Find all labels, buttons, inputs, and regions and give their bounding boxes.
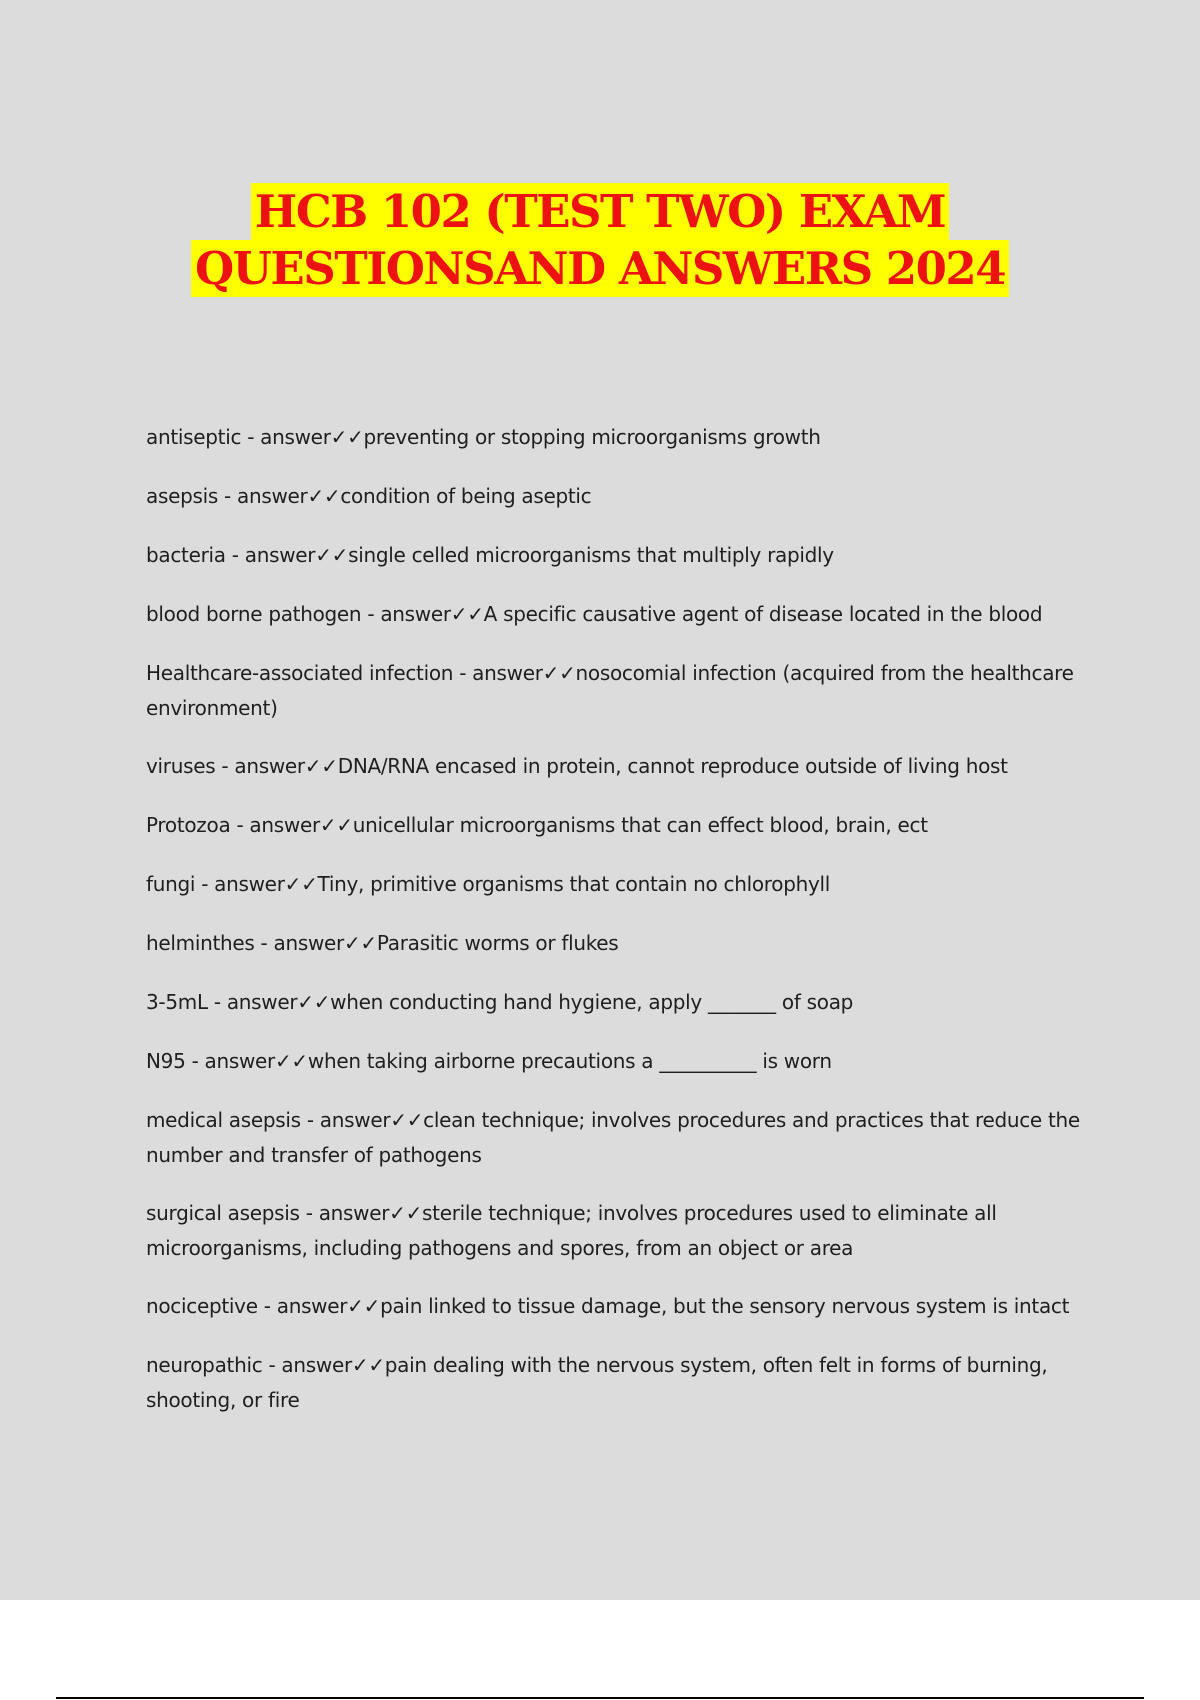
title-line-1: HCB 102 (TEST TWO) EXAM <box>251 183 949 240</box>
page-gap <box>0 1600 1200 1700</box>
qa-entry: helminthes - answer✓✓Parasitic worms or flukes <box>146 931 619 955</box>
qa-entry: blood borne pathogen - answer✓✓A specific causative agent of disease located in the blood <box>146 602 1043 626</box>
qa-entry: neuropathic - answer✓✓pain dealing with the nervous system, often felt in forms of burning, shooting, or fire <box>146 1353 1048 1412</box>
page-divider <box>56 1697 1144 1699</box>
qa-entry: surgical asepsis - answer✓✓sterile technique; involves procedures used to eliminate all microorganisms, including pathogens and spores, from an object or area <box>146 1201 997 1260</box>
qa-entry: medical asepsis - answer✓✓clean technique; involves procedures and practices that reduce the number and transfer of pathogens <box>146 1108 1080 1167</box>
qa-entry: bacteria - answer✓✓single celled microorganisms that multiply rapidly <box>146 543 834 567</box>
qa-entry: fungi - answer✓✓Tiny, primitive organisms that contain no chlorophyll <box>146 872 831 896</box>
qa-entry: nociceptive - answer✓✓pain linked to tissue damage, but the sensory nervous system is intact <box>146 1294 1070 1318</box>
qa-list <box>146 420 1096 1441</box>
qa-entry: Healthcare-associated infection - answer✓✓nosocomial infection (acquired from the healthcare environment) <box>146 661 1074 720</box>
document-title <box>0 183 1200 297</box>
qa-entry: N95 - answer✓✓when taking airborne precautions a __________ is worn <box>146 1049 832 1073</box>
qa-entry: 3-5mL - answer✓✓when conducting hand hygiene, apply _______ of soap <box>146 990 854 1014</box>
qa-entry: viruses - answer✓✓DNA/RNA encased in protein, cannot reproduce outside of living host <box>146 754 1008 778</box>
qa-entry: antiseptic - answer✓✓preventing or stopping microorganisms growth <box>146 425 821 449</box>
title-line-2: QUESTIONSAND ANSWERS 2024 <box>191 240 1009 297</box>
qa-entry: Protozoa - answer✓✓unicellular microorganisms that can effect blood, brain, ect <box>146 813 928 837</box>
qa-entry: asepsis - answer✓✓condition of being aseptic <box>146 484 592 508</box>
